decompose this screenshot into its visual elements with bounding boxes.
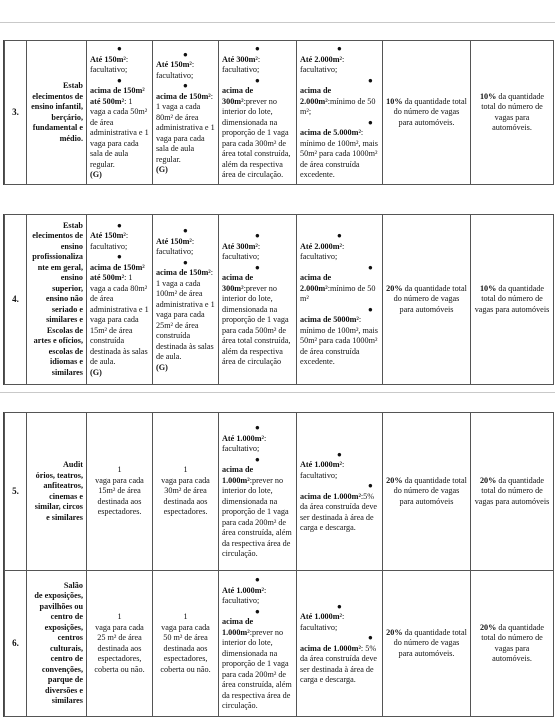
- percentage-text: da quantidade total do número de vagas para automóveis.: [481, 91, 545, 132]
- activity-line: similares e: [46, 315, 83, 325]
- requirement-cell: [153, 413, 219, 571]
- area-threshold: Até 1.000m²: [300, 460, 343, 469]
- requirement-cell: [219, 215, 297, 385]
- percentage-value: 10%: [386, 96, 403, 106]
- requirement-text: : facultativo;: [300, 612, 345, 632]
- area-threshold: acima de 5000m²: [300, 315, 359, 325]
- bullet-icon: ●: [337, 231, 342, 241]
- requirement-text: : mínimo de 100m², mais 50m² para cada 1000m² de área construída excedente.: [300, 128, 378, 180]
- requirement-text: : 5% da área construída deve ser destinada à área de carga e descarga.: [300, 643, 378, 684]
- percentage-cell: [471, 41, 554, 185]
- bullet-icon: ●: [337, 44, 342, 54]
- activity-cell: [27, 413, 87, 571]
- bullet-icon: ●: [255, 606, 260, 616]
- requirement-text: : 1 vaga a cada 50m² de área administrativa e 1 vaga para cada sala de aula regular.: [90, 96, 149, 169]
- requirement-text: : facultativo;: [90, 231, 129, 251]
- cell-line: 1: [183, 465, 188, 475]
- bullet-icon: ●: [255, 44, 260, 54]
- table-row: [5, 215, 554, 385]
- requirement-cell: [153, 571, 219, 717]
- activity-line: profissionaliza: [32, 252, 83, 262]
- requirement-text: : facultativo;: [156, 236, 195, 256]
- requirement-text: : mínimo de 100m², mais 50m² para cada 1000m² de área construída excedente.: [300, 315, 378, 367]
- area-threshold: Até 1.000m²: [222, 585, 265, 595]
- area-threshold: Até 300m²: [222, 54, 258, 64]
- area-threshold: Até 1.000m²: [300, 612, 343, 621]
- bullet-icon: ●: [117, 75, 122, 85]
- note-marker: (G): [156, 362, 168, 372]
- requirement-text: :mínimo de 50 m²: [300, 283, 376, 304]
- table-row: [5, 571, 554, 717]
- activity-line: centro de: [50, 612, 83, 621]
- cell-line: coberta ou não.: [160, 664, 211, 674]
- bullet-icon: ●: [183, 81, 188, 90]
- cell-line: espectadores.: [163, 507, 208, 517]
- cell-line: vaga para cada: [95, 622, 144, 632]
- activity-line: idiomas e: [50, 357, 83, 367]
- requirement-text: : facultativo;: [222, 241, 261, 262]
- percentage-value: 20%: [386, 627, 403, 637]
- requirement-cell: [87, 215, 153, 385]
- requirement-text: : facultativo;: [300, 241, 345, 262]
- activity-line: de exposições,: [34, 591, 83, 600]
- activity-line: Audit: [62, 460, 83, 469]
- requirement-text: : 1 vaga a cada 100m² de área administrativa e 1 vaga para cada 25m² de área construída destinada às salas de aula.: [156, 268, 215, 361]
- area-threshold: Até 150m²: [156, 60, 192, 69]
- area-threshold: acima de 1.000m²: [300, 491, 361, 501]
- cell-line: 1: [183, 612, 188, 621]
- requirement-text: : facultativo;: [156, 60, 195, 80]
- area-threshold: acima de 1.000m²: [300, 643, 361, 653]
- percentage-cell: [471, 413, 554, 571]
- activity-line: Estab: [62, 81, 83, 90]
- table-fragment-c: [3, 412, 554, 717]
- requirement-text: : facultativo;: [300, 460, 345, 480]
- area-threshold: acima de 300m²: [222, 86, 254, 106]
- activity-line: escolas de: [48, 346, 83, 356]
- requirement-cell: [87, 41, 153, 185]
- bullet-icon: ●: [255, 423, 260, 433]
- cell-line: vaga para cada: [161, 475, 210, 485]
- percentage-cell: [471, 571, 554, 717]
- bullet-icon: ●: [337, 449, 342, 459]
- percentage-value: 10%: [479, 283, 497, 293]
- cell-line: 15m² de área: [98, 486, 141, 496]
- activity-line: seriado e: [51, 304, 83, 314]
- activity-line: diversões e: [45, 685, 83, 695]
- bullet-icon: ●: [368, 117, 373, 127]
- area-threshold: acima de 150m²: [156, 268, 211, 277]
- percentage-cell: [383, 413, 471, 571]
- bullet-icon: ●: [255, 262, 260, 272]
- activity-line: e similares: [46, 512, 83, 522]
- activity-line: similares: [51, 367, 83, 377]
- bullet-icon: ●: [183, 257, 188, 267]
- percentage-text: da quantidade total do número de vagas para automóveis.: [393, 96, 467, 127]
- bullet-icon: ●: [117, 252, 122, 262]
- requirement-cell: [297, 41, 383, 185]
- activity-line: centros: [57, 633, 83, 642]
- requirement-cell: [153, 41, 219, 185]
- cell-line: coberta ou não.: [94, 664, 145, 674]
- row-number: 6.: [5, 571, 27, 717]
- activity-line: similares: [51, 696, 83, 705]
- area-threshold: acima de 150m²: [156, 91, 211, 101]
- note-marker: (G): [90, 170, 102, 180]
- cell-line: destinada aos: [97, 643, 142, 653]
- row-number: 5.: [5, 413, 27, 571]
- bullet-icon: ●: [255, 454, 260, 464]
- percentage-cell: [383, 215, 471, 385]
- cell-line: espectadores,: [97, 654, 142, 663]
- note-marker: (G): [90, 367, 102, 377]
- activity-line: artes e ofícios,: [33, 336, 83, 346]
- requirement-text: :prever no interior do lote, dimensionada na proporção de 1 vaga para cada 200m² de área construída, além da respectiva área de circulação.: [222, 627, 292, 711]
- activity-line: Estab: [62, 220, 83, 230]
- percentage-text: da quantidade total do número de vagas para automóveis: [393, 283, 467, 314]
- parking-table-a: [4, 40, 554, 185]
- area-threshold: acima de 300m²: [222, 273, 254, 293]
- percentage-value: 20%: [386, 475, 403, 485]
- activity-line: fundamental e: [32, 123, 83, 132]
- parking-table-b: [4, 214, 554, 385]
- area-threshold: Até 300m²: [222, 241, 258, 251]
- activity-line: berçário,: [51, 112, 83, 122]
- area-threshold: acima de 1.000m²: [222, 465, 254, 485]
- activity-line: Salão: [63, 580, 83, 590]
- area-threshold: acima de 150m² até 500m²: [90, 86, 145, 106]
- bullet-icon: ●: [255, 75, 260, 85]
- requirement-text: :prever no interior do lote, dimensionada na proporção de 1 vaga para cada 500m² de área total construída, além da respectiva área de circulação: [222, 283, 291, 367]
- bullet-icon: ●: [255, 231, 260, 241]
- requirement-cell: [297, 413, 383, 571]
- table-row: [5, 413, 554, 571]
- cell-line: espectadores.: [97, 507, 142, 517]
- parking-table-c: [4, 412, 554, 717]
- percentage-value: 20%: [479, 622, 497, 632]
- percentage-text: da quantidade total do número de vagas para automóveis: [474, 475, 550, 506]
- area-threshold: Até 150m²: [90, 231, 126, 241]
- requirement-text: : 1 vaga a cada 80m² de área administrativa e 1 vaga para cada sala de aula regular.: [156, 91, 215, 164]
- bullet-icon: ●: [183, 226, 188, 235]
- cell-line: 25 m² de área: [97, 633, 142, 642]
- requirement-text: : facultativo;: [222, 54, 261, 75]
- activity-line: ensino não: [45, 294, 83, 304]
- bullet-icon: ●: [117, 220, 122, 230]
- cell-line: 50 m² de área: [163, 633, 208, 642]
- area-threshold: acima de 2.000m²: [300, 86, 332, 106]
- table-fragment-a: [3, 40, 554, 185]
- bullet-icon: ●: [117, 44, 122, 54]
- percentage-text: da quantidade total do número de vagas para automóveis.: [393, 627, 467, 658]
- table-fragment-b: [3, 214, 554, 385]
- area-threshold: Até 2.000m²: [300, 241, 343, 251]
- cell-line: destinada aos: [163, 643, 208, 653]
- bullet-icon: ●: [337, 601, 342, 611]
- requirement-cell: [297, 215, 383, 385]
- activity-line: centro de: [50, 654, 83, 663]
- cell-line: 1: [117, 612, 122, 621]
- row-number: 3.: [5, 41, 27, 185]
- area-threshold: Até 1.000m²: [222, 433, 265, 443]
- cell-line: destinada aos: [97, 496, 142, 506]
- activity-line: anfiteatros,: [43, 481, 83, 490]
- percentage-cell: [383, 41, 471, 185]
- activity-line: ensino: [60, 241, 83, 251]
- percentage-value: 20%: [386, 283, 403, 293]
- activity-line: parque de: [47, 675, 83, 684]
- activity-line: médio.: [59, 133, 83, 143]
- requirement-text: :prever no interior do lote, dimensionada na proporção de 1 vaga para cada 200m² de área construída, além da respectiva área de circulação.: [222, 475, 292, 559]
- cell-line: vaga para cada: [161, 622, 210, 632]
- activity-line: ensino: [60, 273, 83, 283]
- requirement-cell: [219, 413, 297, 571]
- requirement-cell: [87, 413, 153, 571]
- activity-cell: [27, 571, 87, 717]
- percentage-text: da quantidade total do número de vagas para automóveis: [393, 475, 467, 506]
- area-threshold: acima de 2.000m²: [300, 273, 332, 293]
- activity-line: Escolas de: [46, 325, 83, 335]
- area-threshold: acima de 150m² até 500m²: [90, 262, 145, 283]
- cell-line: 1: [117, 465, 122, 475]
- note-marker: (G): [156, 165, 168, 174]
- area-threshold: Até 2.000m²: [300, 54, 343, 64]
- activity-line: elecimentos de: [32, 231, 83, 241]
- activity-line: culturais,: [50, 643, 83, 653]
- bullet-icon: ●: [368, 633, 373, 642]
- activity-line: órios, teatros,: [35, 470, 83, 480]
- percentage-cell: [383, 571, 471, 717]
- requirement-text: : facultativo;: [90, 54, 129, 75]
- activity-line: nte em geral,: [37, 262, 83, 272]
- requirement-cell: [153, 215, 219, 385]
- activity-cell: [27, 215, 87, 385]
- bullet-icon: ●: [183, 49, 188, 59]
- activity-line: superior,: [52, 283, 83, 293]
- activity-line: elecimentos de: [32, 91, 83, 101]
- area-threshold: acima de 5.000m²: [300, 128, 361, 138]
- percentage-text: da quantidade total do número de vagas para automóveis: [474, 283, 550, 314]
- activity-line: ensino infantil,: [31, 102, 83, 111]
- requirement-text: : facultativo;: [222, 433, 267, 454]
- percentage-text: da quantidade total do número de vagas para automóveis.: [481, 622, 545, 663]
- area-threshold: acima de 1.000m²: [222, 617, 254, 637]
- requirement-text: : facultativo;: [222, 585, 267, 606]
- bullet-icon: ●: [368, 262, 373, 272]
- cell-line: vaga para cada: [95, 475, 144, 485]
- bullet-icon: ●: [368, 75, 373, 85]
- requirement-cell: [219, 41, 297, 185]
- requirement-text: : 1 vaga a cada 80m² de área administrativa e 1 vaga para cada 15m² de área construída destinada às salas de aula.: [90, 273, 149, 367]
- top-rule: [0, 22, 555, 23]
- table-row: [5, 41, 554, 185]
- requirement-text: :5% da área construída deve ser destinada à área de carga e descarga.: [300, 491, 378, 532]
- cell-line: espectadores,: [163, 654, 208, 663]
- activity-line: cinemas e: [49, 491, 83, 501]
- activity-line: convenções,: [41, 664, 83, 674]
- requirement-text: :prever no interior do lote, dimensionada na proporção de 1 vaga para cada 300m² de área total construída, além da respectiva área de circulação.: [222, 96, 291, 180]
- percentage-value: 20%: [479, 475, 497, 485]
- requirement-text: : facultativo;: [300, 54, 345, 75]
- row-number: 4.: [5, 215, 27, 385]
- activity-line: exposições,: [44, 622, 83, 632]
- activity-line: pavilhões ou: [39, 601, 83, 611]
- requirement-cell: [297, 571, 383, 717]
- area-threshold: Até 150m²: [90, 54, 126, 64]
- bullet-icon: ●: [368, 481, 373, 490]
- bullet-icon: ●: [368, 304, 373, 314]
- cell-line: 30m² de área: [164, 486, 207, 496]
- requirement-text: :mínimo de 50 m²;: [300, 96, 376, 117]
- area-threshold: Até 150m²: [156, 236, 192, 246]
- requirement-cell: [219, 571, 297, 717]
- requirement-cell: [87, 571, 153, 717]
- cell-line: destinada aos: [163, 496, 208, 506]
- activity-cell: [27, 41, 87, 185]
- percentage-cell: [471, 215, 554, 385]
- separator-rule: [0, 392, 555, 393]
- activity-line: similar, circos: [34, 502, 83, 511]
- bullet-icon: ●: [255, 575, 260, 585]
- percentage-value: 10%: [479, 91, 497, 101]
